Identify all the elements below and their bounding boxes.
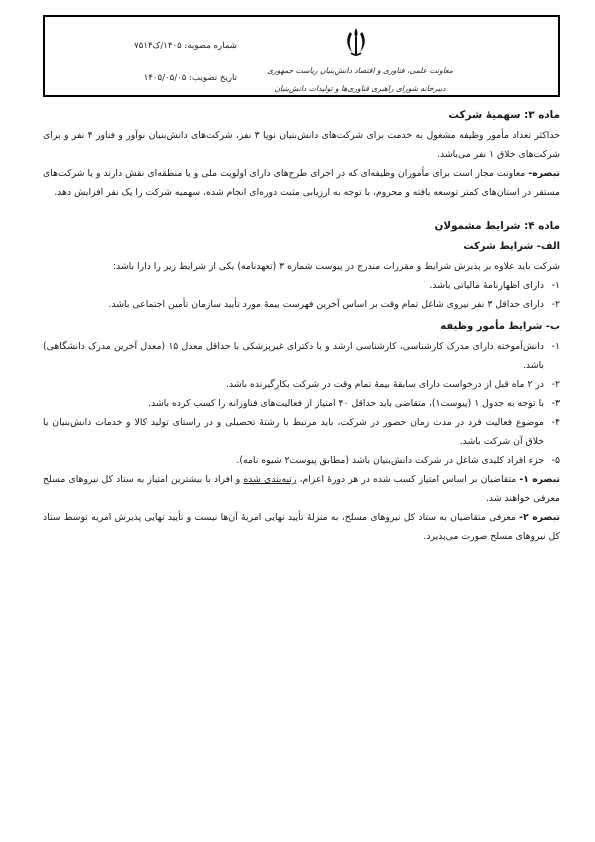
note-text: معرفی متقاضیان به ستاد کل نیروهای مسلح، به منزلهٔ تأیید نهایی امریهٔ آن‌ها نیست و تأیید نهایی پذیرش امریه توسط ستاد کل نیروهای مسلح صورت می‌پذیرد. [43, 512, 560, 542]
list-number: ۲- [551, 379, 560, 390]
list-number: ۳- [551, 398, 560, 409]
list-number: ۵- [551, 455, 560, 466]
list-number: ۴- [551, 417, 560, 428]
document-body [43, 104, 560, 546]
list-text: موضوع فعالیت فرد در مدت زمان حضور در شرکت، باید مرتبط با رشتهٔ تحصیلی و در راستای تولید کالا و خدمات دانش‌بنیان یا خلاق آن شرکت باشد. [43, 417, 544, 447]
section-b-title: ب- شرایط مأمور وظیفه [440, 321, 560, 332]
list-text: با توجه به جدول ۱ (پیوست۱)، متقاضی باید حداقل ۴۰ امتیاز از فعالیت‌های فناورانه را کسب کرده باشد. [147, 398, 544, 409]
letterhead [43, 15, 560, 97]
list-number: ۱- [551, 280, 560, 291]
list-item [43, 413, 560, 451]
list-number: ۲- [551, 299, 560, 310]
organization-name: معاونت علمی، فناوری و اقتصاد دانش‌بنیان ریاست جمهوری [267, 66, 453, 75]
secretariat-name: دبیرخانه شورای راهبری فناوری‌ها و تولیدات دانش‌بنیان [274, 84, 446, 93]
list-text: جزء افراد کلیدی شاغل در شرکت دانش‌بنیان باشد (مطابق پیوست۲ شیوه نامه). [236, 455, 544, 466]
list-text: دارای اظهارنامهٔ مالیاتی باشد. [429, 280, 544, 291]
list-text: دانش‌آموخته دارای مدرک کارشناسی، کارشناسی ارشد و یا دکترای غیرپزشکی با حداقل معدل ۱۵ (معدل آخرین مدرک دانشگاهی) باشد. [43, 341, 544, 371]
note-text: معاونت مجاز است برای مأموران وظیفه‌ای که در اجرای طرح‌های دارای اولویت ملی و یا منطقه‌ای نقش دارند و یا شرکت‌های مستقر در استان‌های کمتر توسعه یافته و محروم، با توجه به ارزیابی مثبت دوره‌ای انجام شده، سهمیه شرکت را یک نفر افزایش دهد. [43, 168, 560, 198]
section-a-title: الف- شرایط شرکت [463, 241, 560, 252]
article-3-body: حداکثر تعداد مأمور وظیفه مشغول به خدمت برای شرکت‌های دانش‌بنیان نوپا ۳ نفر، شرکت‌های دانش‌بنیان نوآور و فناور ۴ نفر و برای شرکت‌های خلاق ۱ نفر می‌باشد. [43, 130, 560, 160]
list-text: در ۲ ماه قبل از درخواست دارای سابقهٔ بیمهٔ تمام وقت در شرکت بکارگیرنده باشد. [226, 379, 544, 390]
article-3-note [43, 164, 560, 202]
list-item [43, 394, 560, 413]
note-text: و افراد با بیشترین امتیاز به ستاد کل نیروهای مسلح معرفی خواهند شد. [43, 474, 560, 504]
list-text: دارای حداقل ۳ نفر نیروی شاغل تمام وقت بر اساس آخرین فهرست بیمهٔ مورد تأیید سازمان تأمین اجتماعی باشد. [108, 299, 544, 310]
list-item [43, 337, 560, 375]
note-1 [43, 470, 560, 508]
section-a-intro: شرکت باید علاوه بر پذیرش شرایط و مقررات مندرج در پیوست شماره ۳ (تعهدنامه) یکی از شرایط زیر را دارا باشد: [112, 261, 560, 272]
list-number: ۱- [551, 341, 560, 352]
list-item [43, 276, 560, 295]
approval-date: تاریخ تصویب: ۱۴۰۵/۰۵/۰۵ [143, 73, 237, 83]
note-text: متقاضیان بر اساس امتیاز کسب شده در هر دورهٔ اعزام، [296, 474, 520, 485]
note-label: تبصره- [528, 168, 560, 179]
article-3-title: ماده ۳: سهمیهٔ شرکت [448, 109, 560, 121]
list-item [43, 295, 560, 314]
list-item [43, 451, 560, 470]
list-item [43, 375, 560, 394]
article-4-title: ماده ۴: شرایط مشمولان [434, 220, 560, 232]
note-2 [43, 508, 560, 546]
approval-number: شماره مصوبه: ۱۴۰۵/ک۷۵۱۴ [134, 41, 237, 51]
note-label: تبصره ۱- [519, 474, 560, 485]
iran-emblem-icon [342, 26, 370, 58]
note-label: تبصره ۲- [519, 512, 560, 523]
underlined-text: رتبه‌بندی شده [243, 474, 297, 485]
